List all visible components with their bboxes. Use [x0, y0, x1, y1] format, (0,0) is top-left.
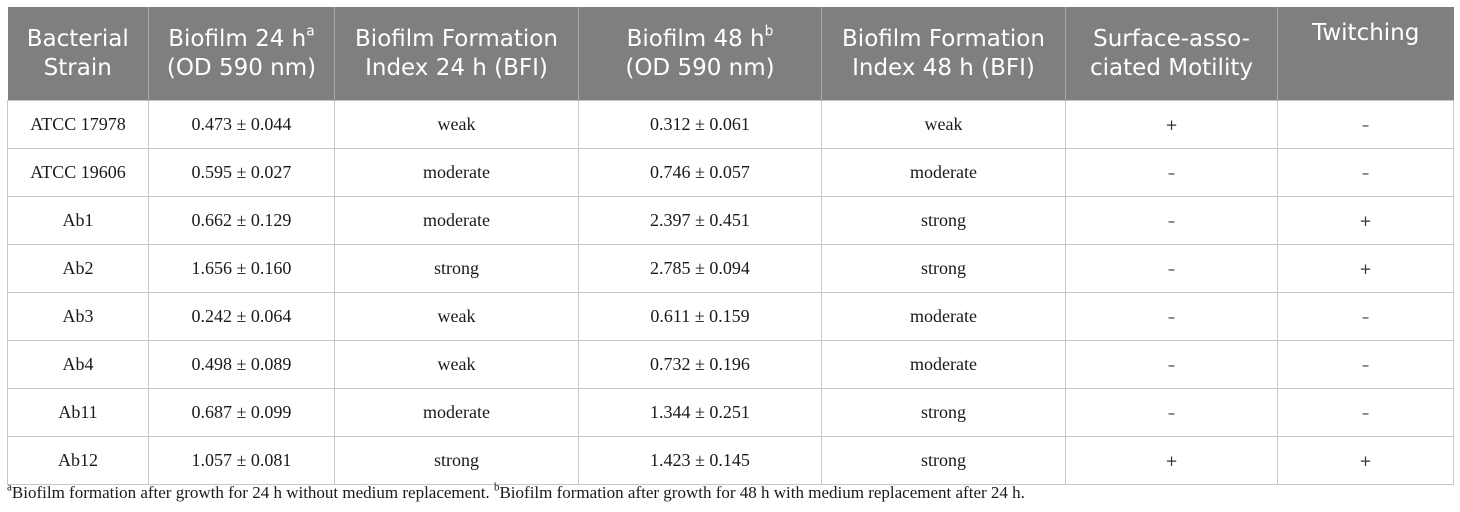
cell-bfi-24h: moderate	[335, 197, 579, 245]
cell-biofilm-24h: 0.473 ± 0.044	[149, 101, 335, 149]
cell-bfi-48h: moderate	[822, 341, 1066, 389]
table-row	[8, 341, 1454, 389]
footnote-b-text: Biofilm formation after growth for 48 h with medium replacement after 24 h.	[499, 483, 1025, 502]
cell-biofilm-48h: 1.423 ± 0.145	[579, 437, 822, 485]
cell-bfi-48h: strong	[822, 437, 1066, 485]
cell-bfi-48h: strong	[822, 245, 1066, 293]
cell-twitching: +	[1278, 197, 1454, 245]
cell-surface-motility: –	[1066, 341, 1278, 389]
cell-bfi-24h: weak	[335, 341, 579, 389]
cell-bfi-24h: moderate	[335, 389, 579, 437]
cell-biofilm-24h: 0.498 ± 0.089	[149, 341, 335, 389]
cell-strain: Ab11	[8, 389, 149, 437]
cell-bfi-24h: strong	[335, 245, 579, 293]
cell-biofilm-48h: 2.785 ± 0.094	[579, 245, 822, 293]
cell-bfi-48h: weak	[822, 101, 1066, 149]
header-biofilm-24h: Biofilm 24 $h^a$ (OD 590 nm)	[149, 7, 335, 101]
header-bacterial-strain: Bacterial Strain	[8, 7, 149, 101]
cell-surface-motility: –	[1066, 197, 1278, 245]
cell-twitching: +	[1278, 437, 1454, 485]
cell-bfi-48h: moderate	[822, 149, 1066, 197]
cell-strain: Ab2	[8, 245, 149, 293]
table-row	[8, 149, 1454, 197]
header-bfi-24h: Biofilm Formation Index 24 h (BFI)	[335, 7, 579, 101]
cell-biofilm-24h: 0.595 ± 0.027	[149, 149, 335, 197]
header-surface-motility: Surface-asso- ciated Motility	[1066, 7, 1278, 101]
header-biofilm-48h: Biofilm 48 $h^b$ (OD 590 nm)	[579, 7, 822, 101]
cell-biofilm-24h: 0.662 ± 0.129	[149, 197, 335, 245]
table-row	[8, 293, 1454, 341]
cell-strain: Ab3	[8, 293, 149, 341]
cell-biofilm-24h: 1.656 ± 0.160	[149, 245, 335, 293]
cell-twitching: –	[1278, 389, 1454, 437]
cell-biofilm-24h: 1.057 ± 0.081	[149, 437, 335, 485]
table-row	[8, 101, 1454, 149]
cell-strain: ATCC 17978	[8, 101, 149, 149]
header-twitching: Twitching	[1278, 7, 1454, 101]
cell-surface-motility: –	[1066, 293, 1278, 341]
cell-surface-motility: +	[1066, 101, 1278, 149]
table-row	[8, 197, 1454, 245]
biofilm-table	[7, 7, 1454, 485]
cell-surface-motility: –	[1066, 149, 1278, 197]
cell-surface-motility: +	[1066, 437, 1278, 485]
cell-bfi-24h: moderate	[335, 149, 579, 197]
cell-biofilm-24h: 0.242 ± 0.064	[149, 293, 335, 341]
footnote-a-marker: a	[7, 481, 12, 494]
header-bfi-48h: Biofilm Formation Index 48 h (BFI)	[822, 7, 1066, 101]
cell-biofilm-48h: 0.312 ± 0.061	[579, 101, 822, 149]
cell-biofilm-24h: 0.687 ± 0.099	[149, 389, 335, 437]
cell-bfi-24h: weak	[335, 293, 579, 341]
cell-twitching: –	[1278, 341, 1454, 389]
cell-bfi-48h: strong	[822, 389, 1066, 437]
footnote-a-text: Biofilm formation after growth for 24 h without medium replacement.	[11, 483, 490, 502]
table-row	[8, 245, 1454, 293]
cell-surface-motility: –	[1066, 389, 1278, 437]
cell-strain: Ab12	[8, 437, 149, 485]
cell-biofilm-48h: 1.344 ± 0.251	[579, 389, 822, 437]
footnote-b-marker: b	[493, 481, 500, 494]
cell-bfi-24h: weak	[335, 101, 579, 149]
table-footnotes	[7, 483, 1025, 503]
cell-biofilm-48h: 2.397 ± 0.451	[579, 197, 822, 245]
cell-twitching: +	[1278, 245, 1454, 293]
cell-bfi-24h: strong	[335, 437, 579, 485]
table-row	[8, 389, 1454, 437]
cell-biofilm-48h: 0.732 ± 0.196	[579, 341, 822, 389]
cell-bfi-48h: strong	[822, 197, 1066, 245]
cell-strain: Ab4	[8, 341, 149, 389]
table-header-row	[8, 7, 1454, 101]
cell-twitching: –	[1278, 149, 1454, 197]
cell-twitching: –	[1278, 101, 1454, 149]
cell-surface-motility: –	[1066, 245, 1278, 293]
cell-strain: ATCC 19606	[8, 149, 149, 197]
cell-biofilm-48h: 0.746 ± 0.057	[579, 149, 822, 197]
cell-biofilm-48h: 0.611 ± 0.159	[579, 293, 822, 341]
cell-twitching: –	[1278, 293, 1454, 341]
cell-bfi-48h: moderate	[822, 293, 1066, 341]
cell-strain: Ab1	[8, 197, 149, 245]
table-row	[8, 437, 1454, 485]
